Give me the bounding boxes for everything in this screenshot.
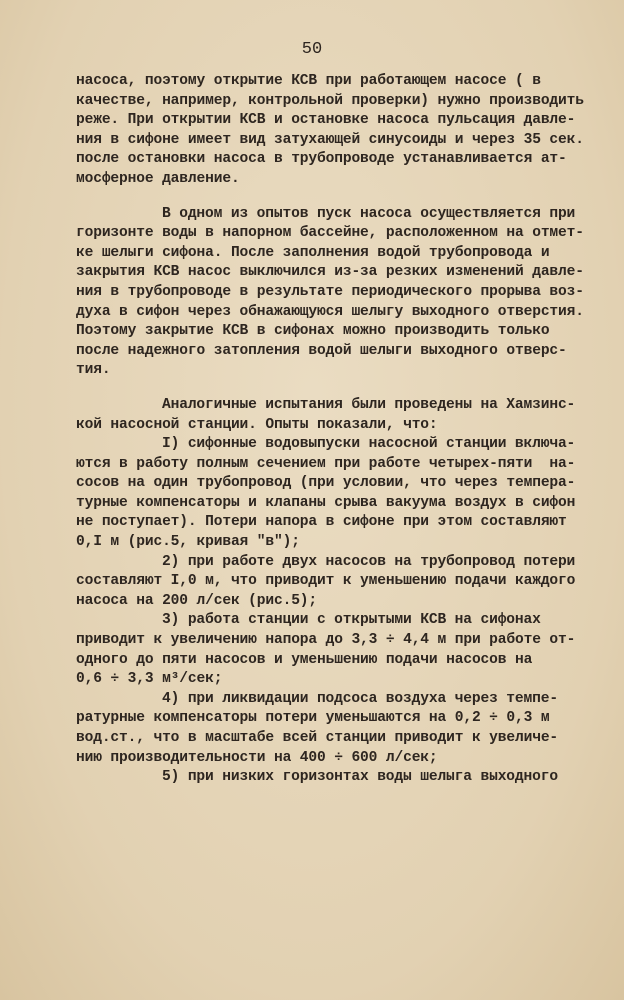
text-line: горизонте воды в напорном бассейне, расположенном на отмет-: [76, 225, 584, 242]
page-number: 50: [301, 40, 323, 59]
text-line: приводит к увеличению напора до 3,3 ÷ 4,4 м при работе от-: [76, 632, 576, 649]
text-line: тия.: [76, 362, 111, 379]
text-line: вод.ст., что в масштабе всей станции приводит к увеличе-: [76, 730, 559, 746]
text-line: составляют I,0 м, что приводит к уменьшению подачи каждого: [76, 573, 576, 590]
list-item-2: 2) при работе двух насосов на трубопровод потери: [162, 553, 576, 570]
text-line: одного до пяти насосов и уменьшению подачи насосов на: [76, 651, 533, 668]
list-item-5: 5) при низких горизонтах воды шелыга выходного: [162, 769, 558, 786]
text-line: после остановки насоса в трубопроводе устанавливается ат-: [76, 151, 567, 168]
paragraph-2: [76, 205, 584, 381]
text-line: В одном из опытов пуск насоса осуществляется при: [162, 205, 576, 222]
list-item-4: 4) при ликвидации подсоса воздуха через темпе-: [162, 690, 558, 707]
text-line: закрытия КСВ насос выключился из-за резких изменений давле-: [76, 264, 584, 281]
paragraph-1: [76, 72, 584, 190]
text-line: реже. При открытии КСВ и остановке насоса пульсация давле-: [76, 112, 576, 129]
text-line: Аналогичные испытания были проведены на Хамзинс-: [162, 396, 576, 413]
text-line: нию производительности на 400 ÷ 600 л/сек;: [76, 749, 438, 766]
text-line: ке шелыги сифона. После заполнения водой трубопровода и: [76, 244, 550, 261]
list-item-3: 3) работа станции с открытыми КСВ на сифонах: [162, 612, 541, 629]
paragraph-3: [76, 396, 576, 788]
text-line: ния в трубопроводе в результате периодического прорыва воз-: [76, 283, 584, 300]
text-line: насоса на 200 л/сек (рис.5);: [76, 592, 318, 609]
text-line: 0,6 ÷ 3,3 м³/сек;: [76, 671, 223, 688]
text-line: не поступает). Потери напора в сифоне при этом составляют: [76, 514, 567, 531]
text-line: турные компенсаторы и клапаны срыва вакуума воздух в сифон: [76, 494, 576, 511]
text-line: кой насосной станции. Опыты показали, что:: [76, 416, 438, 433]
text-line: ются в работу полным сечением при работе четырех-пяти на-: [76, 455, 576, 472]
text-line: сосов на один трубопровод (при условии, что через темпера-: [76, 475, 576, 492]
text-line: Поэтому закрытие КСВ в сифонах можно производить только: [76, 323, 550, 340]
list-item-1: I) сифонные водовыпуски насосной станции включа-: [162, 436, 576, 453]
text-line: 0,I м (рис.5, кривая "в");: [76, 534, 300, 551]
text-line: качестве, например, контрольной проверки) нужно производить: [76, 92, 584, 109]
text-line: духа в сифон через обнажающуюся шелыгу выходного отверстия.: [76, 303, 584, 320]
text-line: мосферное давление.: [76, 170, 240, 187]
text-line: после надежного затопления водой шелыги выходного отверс-: [76, 342, 567, 359]
text-line: ния в сифоне имеет вид затухающей синусоиды и через 35 сек.: [76, 131, 584, 148]
text-line: ратурные компенсаторы потери уменьшаются на 0,2 ÷ 0,3 м: [76, 710, 550, 727]
document-body: [76, 72, 584, 803]
text-line: насоса, поэтому открытие КСВ при работающем насосе ( в: [76, 73, 541, 89]
